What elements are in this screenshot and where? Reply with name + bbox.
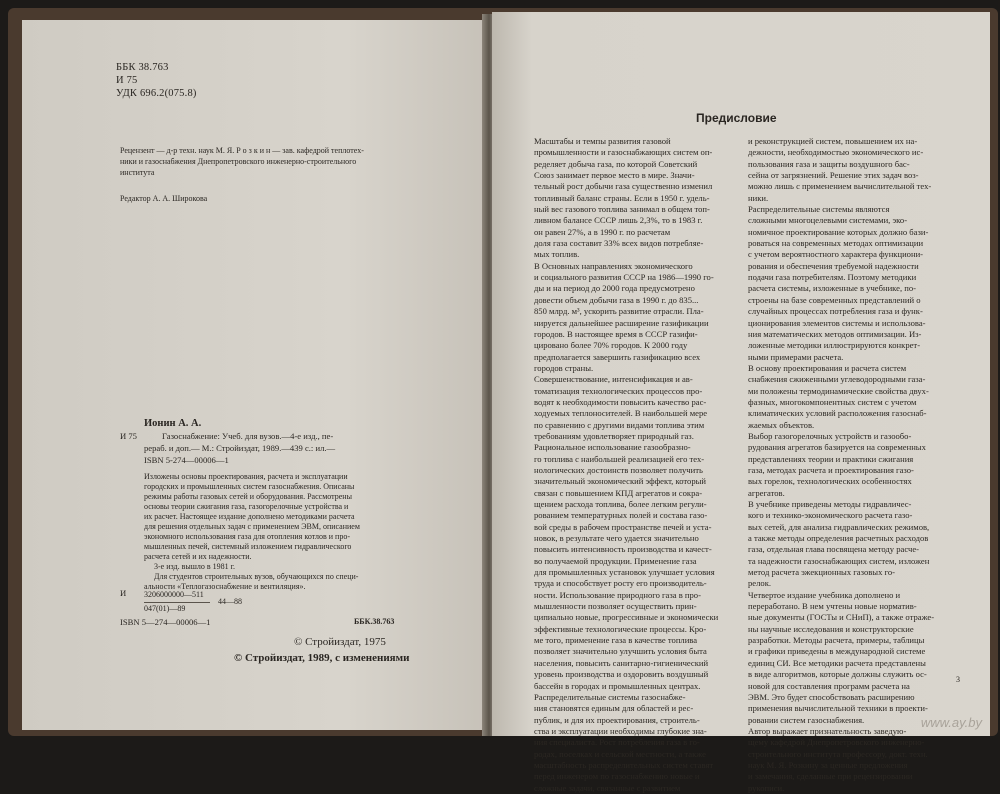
text-line: жаемых объектов. <box>748 419 815 430</box>
text-line: нологических достоинств позволяет получить <box>534 464 703 475</box>
text-line: масштабность распределительных систем ставят <box>534 759 714 770</box>
annotation-line: мышленных печей, системный изложением гидравлического <box>144 542 352 551</box>
watermark-text: www.ay.by <box>920 715 982 730</box>
text-line: ния становятся единым для областей и рес- <box>534 703 694 714</box>
text-line: Масштабы и темпы развития газовой <box>534 136 671 146</box>
text-line: довести объем добычи газа в 1990 г. до 835... <box>534 294 699 305</box>
text-line: а также методы определения расчетных расходов <box>748 533 929 544</box>
page-number: 3 <box>956 675 960 684</box>
text-line: ми положены термодинамические свойства двух- <box>748 385 929 396</box>
text-line: томатизация технологических процессов про- <box>534 385 703 396</box>
preface-heading: Предисловие <box>696 111 777 125</box>
text-line: ники. <box>748 192 769 203</box>
annotation-line: режимы работы газовых сетей и оборудования. Рассмотрены <box>144 492 352 501</box>
text-line: В учебнике приведены методы гидравличес- <box>748 499 912 509</box>
text-line: значительный экономический эффект, который <box>534 476 706 487</box>
text-line: применения вычислительной техники в проекти- <box>748 703 928 714</box>
text-line: та надежности газоснабжающих систем, изложен <box>748 555 930 566</box>
text-line: Автор выражает признательность заведую- <box>748 725 907 736</box>
author-name: Ионин А. А. <box>144 418 202 429</box>
text-line: городов страны. <box>534 362 594 373</box>
text-line: труда и способствует росту его производитель- <box>534 578 707 589</box>
text-line: повысить интенсивность производства и качест- <box>534 544 712 555</box>
copyright-1975: © Стройиздат, 1975 <box>294 636 386 648</box>
text-line: с учетом вероятностного характера функциони- <box>748 249 924 260</box>
text-line: пользования газа и защиты воздушного бас- <box>748 158 910 169</box>
text-line: ный вес газового топлива занимал в общем топ- <box>534 204 710 215</box>
left-page <box>22 20 484 730</box>
text-line: можно лишь с применением вычислительной тех- <box>748 181 932 192</box>
text-line: наук М. Я. Розкину за ценные предложения <box>748 759 908 770</box>
text-line: позволяет значительно улучшить условия быта <box>534 646 707 657</box>
udk-code: УДК 696.2(075.8) <box>116 88 197 99</box>
text-column-left <box>534 136 744 794</box>
text-line: предполагается завершить газификацию всех <box>534 351 701 362</box>
text-line: новой для составления программ расчета на <box>748 680 910 691</box>
text-line: го топлива с наибольшей реализацией его тех- <box>534 453 705 464</box>
reviewer-line: Рецензент — д-р техн. наук М. Я. Р о з к и н — зав. кафедрой теплотех- <box>120 146 364 155</box>
text-line: цировано более 70% городов. К 2000 году <box>534 340 688 351</box>
bib-line: рераб. и доп.— М.: Стройиздат, 1989.—439 с.: ил.— <box>144 443 336 453</box>
text-line: топливный баланс страны. Если в 1950 г. удель- <box>534 192 710 203</box>
bib-line: Газоснабжение: Учеб. для вузов.—4-е изд., пе- <box>162 431 334 441</box>
text-line: водят к необходимости повысить качество рас- <box>534 396 707 407</box>
text-line: нируется дальнейшее расширение газификации <box>534 317 709 328</box>
text-line: ными примерами расчета. <box>748 351 844 362</box>
text-line: номичное проектирование которых должно бази- <box>748 226 929 237</box>
text-line: снабжения сжиженными углеводородными газа- <box>748 374 926 385</box>
reviewer-line: института <box>120 168 155 177</box>
text-line: Выбор газогорелочных устройств и газообо- <box>748 430 912 441</box>
text-line: и реконструкцией систем, повышением их на- <box>748 136 918 146</box>
text-line: Четвертое издание учебника дополнено и <box>748 589 901 600</box>
annotation-line: их расчет. Настоящее издание дополнено методиками расчета <box>144 512 355 521</box>
text-line: ности. Использование природного газа в про- <box>534 589 701 600</box>
text-line: по сравнению с другими видами топлива этим <box>534 419 705 430</box>
text-line: бассейн в городах и промышленных центрах. <box>534 680 701 691</box>
text-line: ложенные методики иллюстрируются конкрет- <box>748 340 921 351</box>
text-line: рудования агрегатов базируется на современных <box>748 442 926 453</box>
text-line: ЭВМ. Это будет способствовать расширению <box>748 691 915 702</box>
code-i: И <box>120 588 127 598</box>
annotation-line: 3-е изд. вышло в 1981 г. <box>154 562 236 571</box>
text-line: климатических условий расположения газоснаб- <box>748 408 927 419</box>
text-line: Распределительные системы газоснабже- <box>534 691 686 702</box>
text-line: Распределительные системы являются <box>748 204 890 215</box>
annotation-line: основы теории сжигания газа, газогорелочные устройства и <box>144 502 349 511</box>
text-line: ства и эксплуатации необходимы глубокие зна- <box>534 725 707 736</box>
text-line: и замечания, сделанные при рецензировании <box>748 771 913 782</box>
annotation-line: для решения отдельных задач с применением ЭВМ, описанием <box>144 522 360 531</box>
reviewer-line: ники и газоснабжения Днепропетровского инженерно-строительного <box>120 157 357 166</box>
text-line: тельный рост добычи газа существенно изменил <box>534 181 713 192</box>
isbn-line: ISBN 5—274—00006—1 <box>120 617 211 627</box>
annotation-line: экономного использования газа для отопления котлов и про- <box>144 532 350 541</box>
text-line: строены на базе современных представлений о <box>748 294 921 305</box>
text-line: газа, методах расчета и проектирования газо- <box>748 464 914 475</box>
text-line: ме того, применение газа в качестве топлива <box>534 635 698 646</box>
text-line: кого и технико-экономического расчета газо- <box>748 510 913 521</box>
text-line: сложными многоцелевыми системами, эко- <box>748 215 908 226</box>
copyright-1989: © Стройиздат, 1989, с изменениями <box>234 652 410 664</box>
text-line: роваться на современных методах оптимизации <box>748 238 924 249</box>
text-line: перед инженером по газоснабжению новые и <box>534 771 700 782</box>
annotation-line: расчета сетей и их надежности. <box>144 552 252 561</box>
text-line: Союз занимает первое место в мире. Значи- <box>534 170 695 181</box>
text-column-right <box>748 136 963 794</box>
text-line: ния математических методов оптимизации. Из- <box>748 328 922 339</box>
bbk-right: ББК.38.763 <box>354 617 395 626</box>
fraction-rule <box>144 602 210 603</box>
annotation-line: Изложены основы проектирования, расчета и эксплуатации <box>144 472 348 481</box>
text-line: он равен 27%, а в 1990 г. по расчетам <box>534 226 671 237</box>
text-line: и графики приведены в международной системе <box>748 646 926 657</box>
text-line: связан с повышением КПД агрегатов и сокра- <box>534 487 703 498</box>
text-line: В основу проектирования и расчета систем <box>748 362 907 373</box>
text-line: для промышленных установок улучшает условия <box>534 567 715 578</box>
text-line: ны научные исследования и конструкторские <box>748 623 914 634</box>
text-line: населения, повысить санитарно-гигиенический <box>534 657 709 668</box>
text-line: разработки. Методы расчета, примеры, таблицы <box>748 635 925 646</box>
annotation-line: городских и промышленных систем газоснабжения. Описаны <box>144 482 355 491</box>
right-page <box>492 12 990 793</box>
text-line: ды и на период до 2000 года предусмотрено <box>534 283 695 294</box>
text-line: рованием температурных полей и состава газо- <box>534 510 708 521</box>
annotation-line: альности «Теплогазоснабжение и вентиляция». <box>144 582 306 591</box>
text-line: вых сетей, для анализа гидравлических режимов, <box>748 521 930 532</box>
text-line: релок. <box>748 578 772 589</box>
text-line: доля газа составит 33% всех видов потребляе- <box>534 238 704 249</box>
text-line: требованиям удовлетворяет природный газ. <box>534 430 694 441</box>
text-line: вой среды в рабочем пространстве печей и уста- <box>534 521 712 532</box>
text-line: ния специалиста. Рост потребления газа в го- <box>534 737 700 748</box>
text-line: вых горелок, технологических особенностях <box>748 476 912 487</box>
bib-index: И 75 <box>120 431 137 441</box>
text-line: эффективные технологические процессы. Кро- <box>534 623 707 634</box>
text-line: щему кафедрой Днепропетровского инженерно- <box>748 737 925 748</box>
bib-line: ISBN 5-274—00006—1 <box>144 455 229 465</box>
bbk-code: ББК 38.763 <box>116 62 169 73</box>
index-code: И 75 <box>116 75 138 86</box>
code-line: 3206000000—511 <box>144 590 204 599</box>
text-line: городов. В настоящее время в СССР газифи- <box>534 328 698 339</box>
text-line: промышленности и газоснабжающих систем оп- <box>534 147 713 158</box>
text-line: публик, и для их проектирования, строитель- <box>534 714 700 725</box>
annotation-line: Для студентов строительных вузов, обучающихся по специ- <box>154 572 359 581</box>
text-line: во получаемой продукции. Применение газа <box>534 555 697 566</box>
text-line: метод расчета эжекционных газовых го- <box>748 567 895 578</box>
text-line: дежности, необходимостью экономического ис- <box>748 147 924 158</box>
text-line: подачи газа потребителям. Поэтому методики <box>748 272 917 283</box>
text-line: 850 млрд. м³, ускорить развитие отрасли. Пла- <box>534 306 704 317</box>
text-line: ределяет добыча газа, по которой Советский <box>534 158 698 169</box>
text-line: строительного института профессору, докт. техн. <box>748 748 928 759</box>
text-line: щением расхода топлива, более легким регули- <box>534 499 707 509</box>
text-line: мышленности позволяет осуществить прин- <box>534 601 697 612</box>
text-line: и социального развития СССР на 1986—1990 го- <box>534 272 714 283</box>
text-line: агрегатов. <box>748 487 785 498</box>
text-line: рукописи. <box>748 782 785 793</box>
text-line: Рациональное использование газообразно- <box>534 442 691 453</box>
text-line: уровень производства и оздоровить воздушный <box>534 669 709 680</box>
text-line: ливном балансе СССР лишь 2,3%, то в 1983 г. <box>534 215 703 226</box>
text-line: Совершенствование, интенсификация и ав- <box>534 374 693 385</box>
code-tail: 44—88 <box>218 597 242 606</box>
text-line: расчета системы, изложенные в учебнике, по- <box>748 283 916 294</box>
text-line: сложные задачи, связанные с развитием <box>534 782 681 793</box>
code-line: 047(01)—89 <box>144 604 186 613</box>
text-line: ционирования элементов системы и использова- <box>748 317 926 328</box>
text-line: ные документы (ГОСТы и СНиП), а также отраже- <box>748 612 935 623</box>
text-line: единиц СИ. Все методики расчета представлены <box>748 657 926 668</box>
text-line: представлениях теории и практики сжигания <box>748 453 914 464</box>
text-line: фазных, многокомпонентных систем с учетом <box>748 396 917 407</box>
text-line: мых топлив. <box>534 249 580 260</box>
text-line: сейна от загрязнений. Решение этих задач воз- <box>748 170 919 181</box>
text-line: рования и обеспечения требуемой надежности <box>748 260 919 271</box>
text-line: родах, поселках и сельской местности, а также <box>534 748 706 759</box>
text-line: В Основных направлениях экономического <box>534 260 693 271</box>
text-line: новок, в результате чего удается значительно <box>534 533 699 544</box>
text-line: ровании систем газоснабжения. <box>748 714 865 725</box>
text-line: ходуемых теплоносителей. В наибольшей мере <box>534 408 708 419</box>
editor-line: Редактор А. А. Широкова <box>120 194 208 203</box>
text-line: случайных процессах потребления газа и функ- <box>748 306 923 317</box>
text-line: в виде алгоритмов, которые должны служить ос- <box>748 669 927 680</box>
text-line: газа, отдельная глава посвящена методу расче- <box>748 544 920 555</box>
text-line: ципиально новые, прогрессивные и экономически <box>534 612 719 623</box>
text-line: переработано. В нем учтены новые норматив- <box>748 601 917 612</box>
